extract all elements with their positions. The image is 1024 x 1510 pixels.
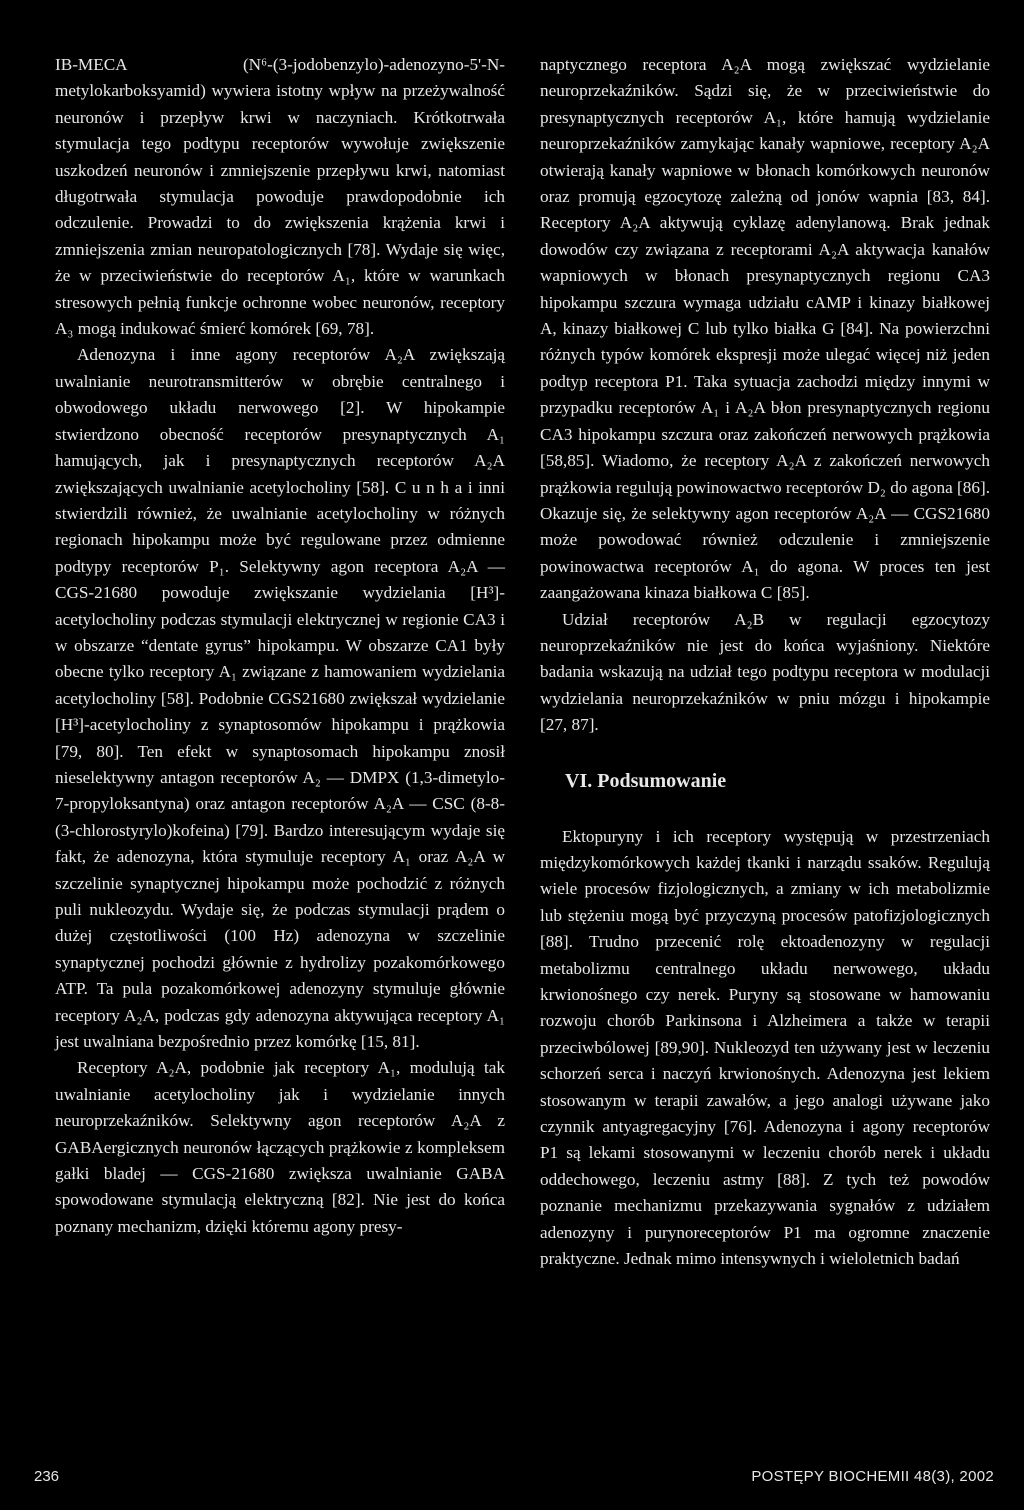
section-heading: VI. Podsumowanie: [565, 769, 727, 792]
right-column: [540, 52, 990, 1272]
paragraph: Receptory A₂A, podobnie jak receptory A₁, modulują tak uwalnianie acetylocholiny jak i wydzielanie innych neuroprzekaźników. Selektywny agon receptorów A₂A z GABAergicznych neuronów łączących prążkowie z kompleksem gałki bladej — CGS-21680 zwiększa uwalnianie GABA spowodowane stymulacją elektryczną [82]. Nie jest do końca poznany mechanizm, dzięki któremu agony presy-: [55, 1058, 505, 1236]
paragraph: naptycznego receptora A₂A mogą zwiększać wydzielanie neuroprzekaźników. Sądzi się, że w przeciwieństwie do presynaptycznych receptorów A₁, które hamują wydzielanie neuroprzekaźników zamykając kanały wapniowe, receptory A₂A otwierają kanały wapniowe w błonach komórkowych neuronów oraz promują egzocytozę zależną od jonów wapnia [83, 84]. Receptory A₂A aktywują cyklazę adenylanową. Brak jednak dowodów czy związana z receptorami A₂A aktywacja kanałów wapniowych w błonach presynaptycznych regionu CA3 hipokampu szczura wymaga udziału cAMP i kinazy białkowej A, kinazy białkowej C lub tylko białka G [84]. Na powierzchni różnych typów komórek ekspresji może ulegać więcej niż jeden podtyp receptora P1. Taka sytuacja zachodzi między innymi w przypadku receptorów A₁ i A₂A błon presynaptycznych regionu CA3 hipokampu szczura oraz zakończeń nerwowych prążkowia [58,85]. Wiadomo, że receptory A₂A z zakończeń nerwowych prążkowia regulują powinowactwo receptorów D₂ do agona [86]. Okazuje się, że selektywny agon receptorów A₂A — CGS21680 może powodować również odczulenie i zmniejszenie powinowactwa receptorów A₁ do agona. W proces ten jest zaangażowana kinaza białkowa C [85].: [540, 55, 990, 603]
journal-citation: POSTĘPY BIOCHEMII 48(3), 2002: [751, 1468, 994, 1485]
page-number: 236: [34, 1468, 60, 1485]
paragraph: Ektopuryny i ich receptory występują w przestrzeniach międzykomórkowych każdej tkanki i narządu ssaków. Regulują wiele procesów fizjologicznych, a zmiany w ich metabolizmie lub stężeniu mogą być przyczyną procesów patofizjologicznych [88]. Trudno przecenić rolę ektoadenozyny w regulacji metabolizmu centralnego układu nerwowego, układu krwionośnego czy nerek. Puryny są stosowane w hamowaniu rozwoju chorób Parkinsona i Alzheimera a także w terapii przeciwbólowej [89,90]. Nukleozyd ten używany jest w leczeniu schorzeń serca i naczyń krwionośnych. Adenozyna jest lekiem stosowanym w terapii zawałów, a jego analogi używane jako czynnik antyagregacyjny [76]. Adenozyna i agony receptorów P1 są lekami stosowanymi w leczeniu chorób nerek i układu oddechowego, leczeniu astmy [88]. Z tych też powodów poznanie mechanizmu przekazywania sygnałów z udziałem adenozyny i purynoreceptorów P1 ma ogromne znaczenie praktyczne. Jednak mimo intensywnych i wieloletnich badań: [540, 826, 990, 1269]
paragraph: IB-MECA (N⁶-(3-jodobenzylo)-adenozyno-5'-N-metylokarboksyamid) wywiera istotny wpływ na przeżywalność neuronów i przepływ krwi w naczyniach. Krótkotrwała stymulacja tego podtypu receptorów wywołuje zwiększenie uszkodzeń neuronów i zmniejszenie przepływu krwi, natomiast długotrwała stymulacja powoduje prawdopodobnie ich odczulenie. Prowadzi to do zwiększenia krążenia krwi i zmniejszenia zmian neuropatologicznych [78]. Wydaje się więc, że w przeciwieństwie do receptorów A₁, które w warunkach stresowych pełnią funkcje ochronne wobec neuronów, receptory A₃ mogą indukować śmierć komórek [69, 78].: [55, 55, 505, 339]
page-footer: [34, 1468, 994, 1492]
paragraph: Adenozyna i inne agony receptorów A₂A zwiększają uwalnianie neurotransmitterów w obrębie centralnego i obwodowego układu nerwowego [2]. W hipokampie stwierdzono obecność receptorów presynaptycznych A₁ hamujących, jak i presynaptycznych receptorów A₂A zwiększających uwalnianie acetylocholiny [58]. C u n h a i inni stwierdzili również, że uwalnianie acetylocholiny w różnych regionach hipokampu może być regulowane przez odmienne podtypy receptorów P₁. Selektywny agon receptora A₂A — CGS-21680 powoduje zwiększanie wydzielania [H³]-acetylocholiny podczas stymulacji elektrycznej w regionie CA3 i w obszarze “dentate gyrus” hipokampu. W obszarze CA1 były obecne tylko receptory A₁ związane z hamowaniem wydzielania acetylocholiny [58]. Podobnie CGS21680 zwiększał wydzielanie [H³]-acetylocholiny z synaptosomów hipokampu i prążkowia [79, 80]. Ten efekt w synaptosomach hipokampu znosił nieselektywny antagon receptorów A₂ — DMPX (1,3-dimetylo-7-propyloksantyna) oraz antagon receptorów A₂A — CSC (8-8-(3-chlorostyrylo)kofeina) [79]. Bardzo interesującym wydaje się fakt, że adenozyna, która stymuluje receptory A₁ oraz A₂A w szczelinie synaptycznej hipokampu może pochodzić z różnych puli nukleozydu. Wydaje się, że podczas stymulacji prądem o dużej częstotliwości (100 Hz) adenozyna w szczelinie synaptycznej pochodzi głównie z hydrolizy pozakomórkowego ATP. Ta pula pozakomórkowej adenozyny stymuluje głównie receptory A₂A, podczas gdy adenozyna aktywująca receptory A₁ jest uwalniana bezpośrednio przez komórkę [15, 81].: [55, 345, 505, 1052]
paragraph: Udział receptorów A₂B w regulacji egzocytozy neuroprzekaźników nie jest do końca wyjaśniony. Niektóre badania wskazują na udział tego podtypu receptora w modulacji wydzielania neuroprzekaźników w pniu mózgu i hipokampie [27, 87].: [540, 609, 990, 735]
left-column: [55, 52, 505, 1240]
